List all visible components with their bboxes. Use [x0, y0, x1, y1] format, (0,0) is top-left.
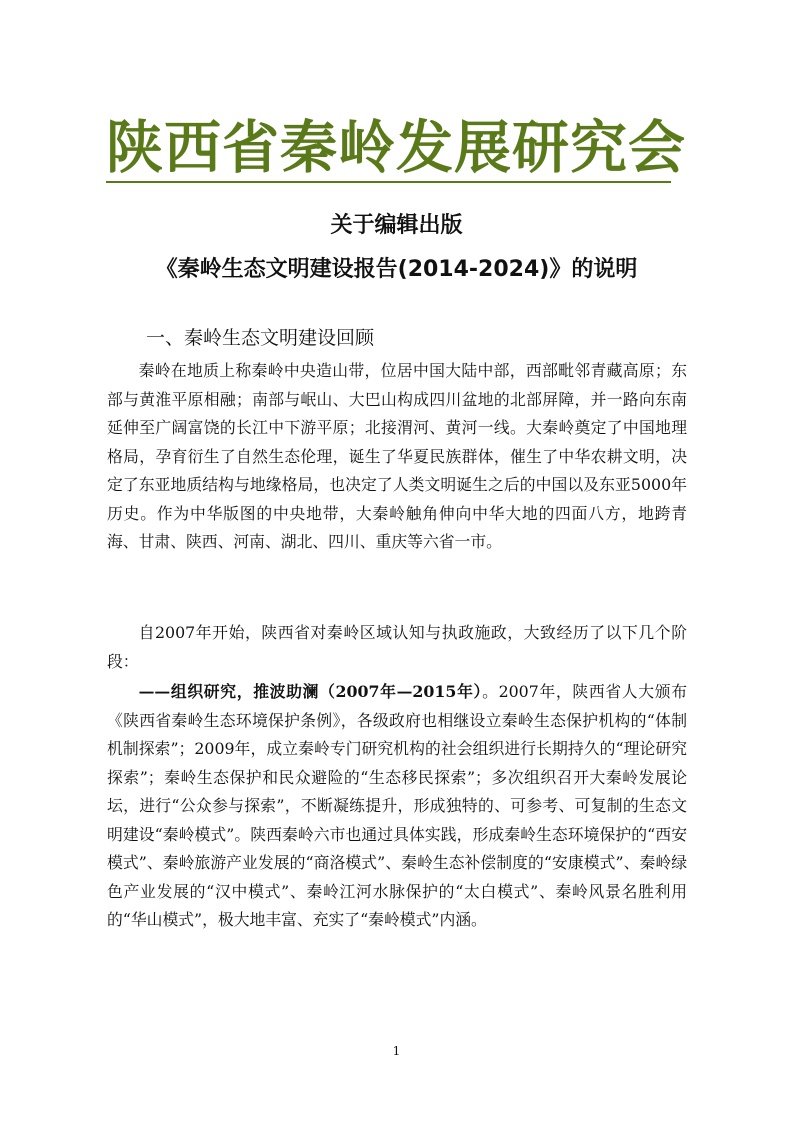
- paragraph-stage-one: [107, 678, 687, 935]
- document-title-line-2: 《秦岭生态文明建设报告(2014-2024)》的说明: [155, 257, 638, 282]
- paragraph-stages-intro: 自2007年开始，陕西省对秦岭区域认知与执政施政，大致经历了以下几个阶段：: [107, 623, 687, 671]
- document-title-line-1: 关于编辑出版: [330, 213, 463, 238]
- stage-one-lead: ——组织研究，推波助澜（2007年—2015年）: [138, 682, 483, 701]
- stage-one-body: 。2007年，陕西省人大颁布《陕西省秦岭生态环境保护条例》，各级政府也相继设立秦岭生态保护机构的“体制机制探索”；2009年，成立秦岭专门研究机构的社会组织进行长期持久的“理论研究探索”；秦岭生态保护和民众避险的“生态移民探索”；多次组织召开大秦岭发展论坛，进行“公众参与探索”，不断凝练提升，形成独特的、可参考、可复制的生态文明建设“秦岭模式”。陕西秦岭六市也通过具体实践，形成秦岭生态环境保护的“西安模式”、秦岭旅游产业发展的“商洛模式”、秦岭生态补偿制度的“安康模式”、秦岭绿色产业发展的“汉中模式”、秦岭江河水脉保护的“太白模式”、秦岭风景名胜利用的“华山模式”，极大地丰富、充实了“秦岭模式”内涵。: [107, 682, 687, 929]
- section-heading: 一、秦岭生态文明建设回顾: [146, 327, 375, 349]
- paragraph-qinling-geography: 秦岭在地质上称秦岭中央造山带，位居中国大陆中部，西部毗邻青藏高原；东部与黄淮平原相融；南部与岷山、大巴山构成四川盆地的北部屏障，并一路向东南延伸至广阔富饶的长江中下游平原；北接渭河、黄河一线。大秦岭奠定了中国地理格局，孕育衍生了自然生态伦理，诞生了华夏民族群体，催生了中华农耕文明，决定了东亚地质结构与地缘格局，也决定了人类文明诞生之后的中国以及东亚5000年历史。作为中华版图的中央地带，大秦岭触角伸向中华大地的四面八方，地跨青海、甘肃、陕西、河南、湖北、四川、重庆等六省一市。: [107, 361, 687, 551]
- title-underline-divider: [106, 181, 671, 183]
- organization-title: 陕西省秦岭发展研究会: [106, 115, 686, 181]
- page-number: 1: [392, 1044, 401, 1058]
